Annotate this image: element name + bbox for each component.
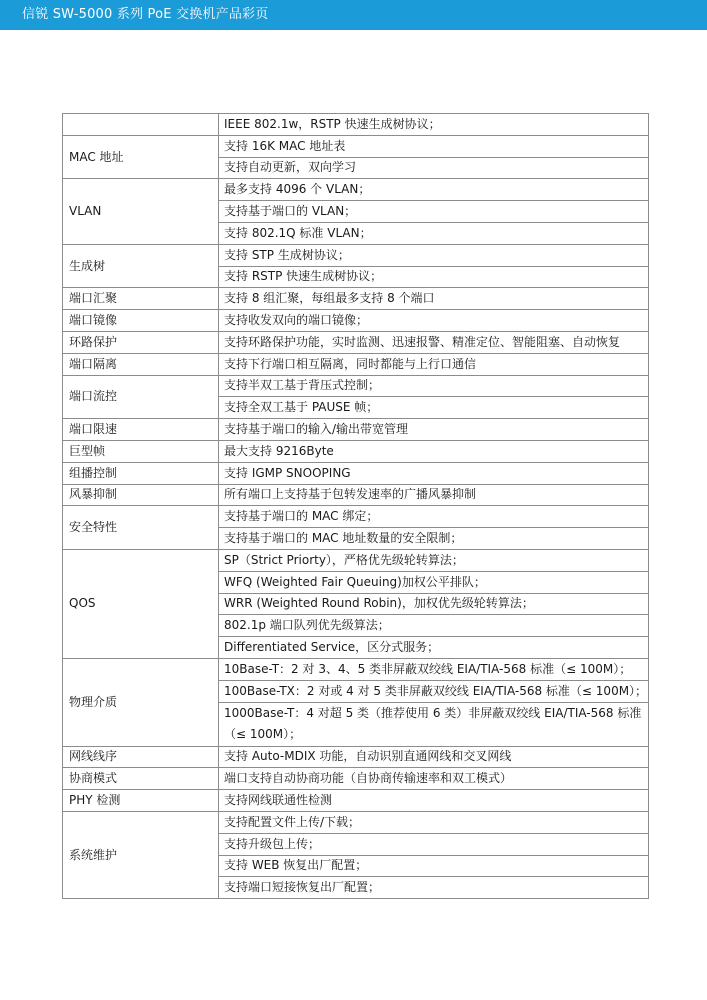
table-row xyxy=(63,506,649,528)
spec-value: 支持配置文件上传/下载； xyxy=(219,811,649,833)
table-row xyxy=(63,768,649,790)
spec-category: 端口限速 xyxy=(63,419,219,441)
spec-category: 端口流控 xyxy=(63,375,219,419)
spec-value: 端口支持自动协商功能（自协商传输速率和双工模式） xyxy=(219,768,649,790)
spec-value: 支持收发双向的端口镜像； xyxy=(219,310,649,332)
spec-value: 支持 WEB 恢复出厂配置； xyxy=(219,855,649,877)
table-row xyxy=(63,114,649,136)
spec-value: 所有端口上支持基于包转发速率的广播风暴抑制 xyxy=(219,484,649,506)
spec-category: 系统维护 xyxy=(63,811,219,898)
spec-table xyxy=(62,113,649,899)
table-row xyxy=(63,440,649,462)
spec-category: 组播控制 xyxy=(63,462,219,484)
page-header-title: 信锐 SW-5000 系列 PoE 交换机产品彩页 xyxy=(22,7,269,22)
spec-value: 支持 16K MAC 地址表 xyxy=(219,135,649,157)
spec-value: 10Base-T：2 对 3、4、5 类非屏蔽双绞线 EIA/TIA-568 标准（≤ 100M）； xyxy=(219,658,649,680)
spec-value: 支持 Auto-MDIX 功能，自动识别直通网线和交叉网线 xyxy=(219,746,649,768)
table-row xyxy=(63,419,649,441)
spec-category: 环路保护 xyxy=(63,331,219,353)
table-row xyxy=(63,331,649,353)
spec-category: MAC 地址 xyxy=(63,135,219,179)
table-row xyxy=(63,135,649,157)
spec-category: 风暴抑制 xyxy=(63,484,219,506)
spec-value: 支持端口短接恢复出厂配置； xyxy=(219,877,649,899)
spec-category: 网线线序 xyxy=(63,746,219,768)
spec-category: VLAN xyxy=(63,179,219,244)
table-row xyxy=(63,353,649,375)
table-row xyxy=(63,658,649,680)
table-row xyxy=(63,549,649,571)
spec-category: 生成树 xyxy=(63,244,219,288)
spec-value: IEEE 802.1w，RSTP 快速生成树协议； xyxy=(219,114,649,136)
spec-value: 支持 802.1Q 标准 VLAN； xyxy=(219,222,649,244)
table-row xyxy=(63,244,649,266)
spec-value: 最大支持 9216Byte xyxy=(219,440,649,462)
spec-category xyxy=(63,114,219,136)
spec-value: 支持半双工基于背压式控制； xyxy=(219,375,649,397)
spec-category: PHY 检测 xyxy=(63,790,219,812)
spec-value: 支持基于端口的 MAC 绑定； xyxy=(219,506,649,528)
spec-value: 1000Base-T：4 对超 5 类（推荐使用 6 类）非屏蔽双绞线 EIA/TIA-568 标准（≤ 100M）； xyxy=(219,702,649,746)
spec-value: SP（Strict Priorty），严格优先级轮转算法； xyxy=(219,549,649,571)
table-row xyxy=(63,746,649,768)
spec-category: 端口隔离 xyxy=(63,353,219,375)
table-row xyxy=(63,288,649,310)
table-row xyxy=(63,811,649,833)
spec-category: QOS xyxy=(63,549,219,658)
spec-category: 端口汇聚 xyxy=(63,288,219,310)
spec-value: 支持基于端口的输入/输出带宽管理 xyxy=(219,419,649,441)
table-row xyxy=(63,310,649,332)
spec-value: WFQ (Weighted Fair Queuing)加权公平排队； xyxy=(219,571,649,593)
table-row xyxy=(63,484,649,506)
spec-value: 支持 RSTP 快速生成树协议； xyxy=(219,266,649,288)
table-row xyxy=(63,179,649,201)
spec-value: 支持 8 组汇聚，每组最多支持 8 个端口 xyxy=(219,288,649,310)
header-bar xyxy=(0,0,707,30)
spec-category: 协商模式 xyxy=(63,768,219,790)
table-row xyxy=(63,375,649,397)
spec-value: 支持全双工基于 PAUSE 帧； xyxy=(219,397,649,419)
spec-value: 支持基于端口的 MAC 地址数量的安全限制； xyxy=(219,528,649,550)
table-row xyxy=(63,790,649,812)
spec-category: 端口镜像 xyxy=(63,310,219,332)
spec-value: 支持基于端口的 VLAN； xyxy=(219,201,649,223)
spec-value: 最多支持 4096 个 VLAN； xyxy=(219,179,649,201)
table-row xyxy=(63,462,649,484)
spec-value: 支持自动更新，双向学习 xyxy=(219,157,649,179)
spec-category: 物理介质 xyxy=(63,658,219,746)
spec-category: 巨型帧 xyxy=(63,440,219,462)
spec-value: 支持下行端口相互隔离，同时都能与上行口通信 xyxy=(219,353,649,375)
spec-category: 安全特性 xyxy=(63,506,219,550)
spec-value: 支持 IGMP SNOOPING xyxy=(219,462,649,484)
spec-value: 支持升级包上传； xyxy=(219,833,649,855)
spec-value: Differentiated Service，区分式服务； xyxy=(219,637,649,659)
spec-value: 支持网线联通性检测 xyxy=(219,790,649,812)
spec-value: 802.1p 端口队列优先级算法； xyxy=(219,615,649,637)
spec-value: 支持环路保护功能，实时监测、迅速报警、精准定位、智能阻塞、自动恢复 xyxy=(219,331,649,353)
spec-value: 100Base-TX：2 对或 4 对 5 类非屏蔽双绞线 EIA/TIA-568 标准（≤ 100M）； xyxy=(219,680,649,702)
spec-value: WRR (Weighted Round Robin)，加权优先级轮转算法； xyxy=(219,593,649,615)
spec-value: 支持 STP 生成树协议； xyxy=(219,244,649,266)
